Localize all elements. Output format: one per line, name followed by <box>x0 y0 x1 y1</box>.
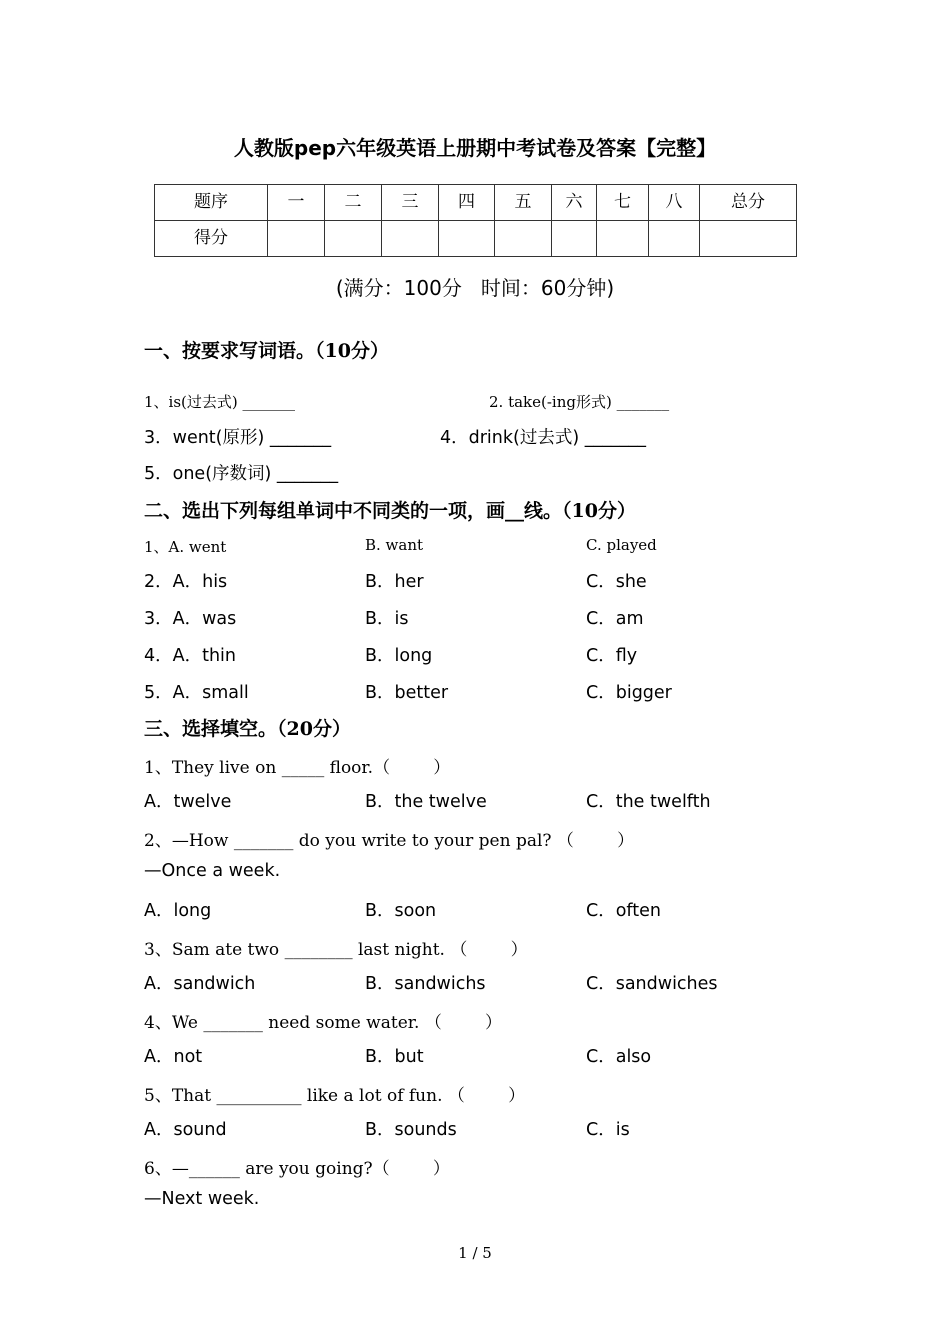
score-table-cell: 题序 <box>155 185 268 221</box>
section1-heading: 一、按要求写词语。（10分） <box>144 340 389 362</box>
score-row-label: 得分 <box>155 221 268 257</box>
score-input-cell[interactable] <box>649 221 700 257</box>
score-table-cell: 一 <box>268 185 325 221</box>
answer-line: —Next week. <box>144 1189 260 1209</box>
answer-option: B．the twelve <box>365 792 487 812</box>
section2-option: 3．A．was <box>144 609 237 629</box>
score-table-score-row <box>155 221 797 257</box>
answer-option: C．the twelfth <box>586 792 711 812</box>
question-stem: 5、That __________ like a lot of fun. （ ） <box>144 1086 526 1106</box>
answer-option: B．sandwichs <box>365 974 486 994</box>
answer-option: A．sound <box>144 1120 227 1140</box>
score-input-cell[interactable] <box>325 221 382 257</box>
section2-option: B．better <box>365 683 449 703</box>
score-input-cell[interactable] <box>382 221 439 257</box>
question-stem: 4、We _______ need some water. （ ） <box>144 1013 503 1033</box>
section2-option: B. want <box>365 536 424 554</box>
section2-option: B．is <box>365 609 409 629</box>
score-table-cell: 三 <box>382 185 439 221</box>
section2-option: B．long <box>365 646 433 666</box>
section1-item: 1、is(过去式) _______ <box>144 393 296 411</box>
score-table-cell: 六 <box>552 185 597 221</box>
answer-option: C．also <box>586 1047 652 1067</box>
answer-option: B．soon <box>365 901 437 921</box>
answer-option: C．often <box>586 901 661 921</box>
score-table <box>154 184 797 257</box>
score-table-cell: 五 <box>495 185 552 221</box>
section1-item: 5．one(序数词) _______ <box>144 464 339 484</box>
section2-option: 5．A．small <box>144 683 249 703</box>
score-table-header-row <box>155 185 797 221</box>
score-table-cell: 二 <box>325 185 382 221</box>
question-stem: 3、Sam ate two ________ last night. （ ） <box>144 940 528 960</box>
exam-subtitle: (满分：100分 时间：60分钟) <box>335 276 615 300</box>
section2-option: C．fly <box>586 646 638 666</box>
section1-item: 3．went(原形) _______ <box>144 428 332 448</box>
answer-option: A．twelve <box>144 792 232 812</box>
score-input-cell[interactable] <box>268 221 325 257</box>
answer-line: —Once a week. <box>144 861 281 881</box>
answer-option: B．sounds <box>365 1120 457 1140</box>
section3-heading: 三、选择填空。（20分） <box>144 718 351 740</box>
answer-option: B．but <box>365 1047 424 1067</box>
page-number: 1 / 5 <box>458 1244 492 1262</box>
section2-heading: 二、选出下列每组单词中不同类的一项，画__线。（10分） <box>144 500 636 522</box>
document-title: 人教版pep六年级英语上册期中考试卷及答案【完整】 <box>233 136 717 160</box>
section2-option: C. played <box>586 536 657 554</box>
question-stem: 2、—How _______ do you write to your pen pal? （ ） <box>144 831 635 851</box>
score-input-cell[interactable] <box>495 221 552 257</box>
score-input-cell[interactable] <box>439 221 495 257</box>
section2-option: 1、A. went <box>144 538 227 556</box>
section2-option: C．bigger <box>586 683 672 703</box>
score-input-cell[interactable] <box>700 221 797 257</box>
section2-option: B．her <box>365 572 424 592</box>
answer-option: A．not <box>144 1047 203 1067</box>
question-stem: 6、—______ are you going?（ ） <box>144 1159 450 1179</box>
score-input-cell[interactable] <box>552 221 597 257</box>
score-table-cell: 总分 <box>700 185 797 221</box>
section2-option: 4．A．thin <box>144 646 237 666</box>
score-table-cell: 四 <box>439 185 495 221</box>
score-input-cell[interactable] <box>597 221 649 257</box>
section1-item: 4．drink(过去式) _______ <box>440 428 646 448</box>
answer-option: C．sandwiches <box>586 974 718 994</box>
section1-item: 2. take(-ing形式) _______ <box>489 393 670 411</box>
section2-option: 2．A．his <box>144 572 228 592</box>
section2-option: C．am <box>586 609 644 629</box>
answer-option: C．is <box>586 1120 630 1140</box>
section2-option: C．she <box>586 572 647 592</box>
question-stem: 1、They live on _____ floor.（ ） <box>144 758 451 778</box>
answer-option: A．long <box>144 901 212 921</box>
score-table-cell: 八 <box>649 185 700 221</box>
answer-option: A．sandwich <box>144 974 256 994</box>
score-table-cell: 七 <box>597 185 649 221</box>
